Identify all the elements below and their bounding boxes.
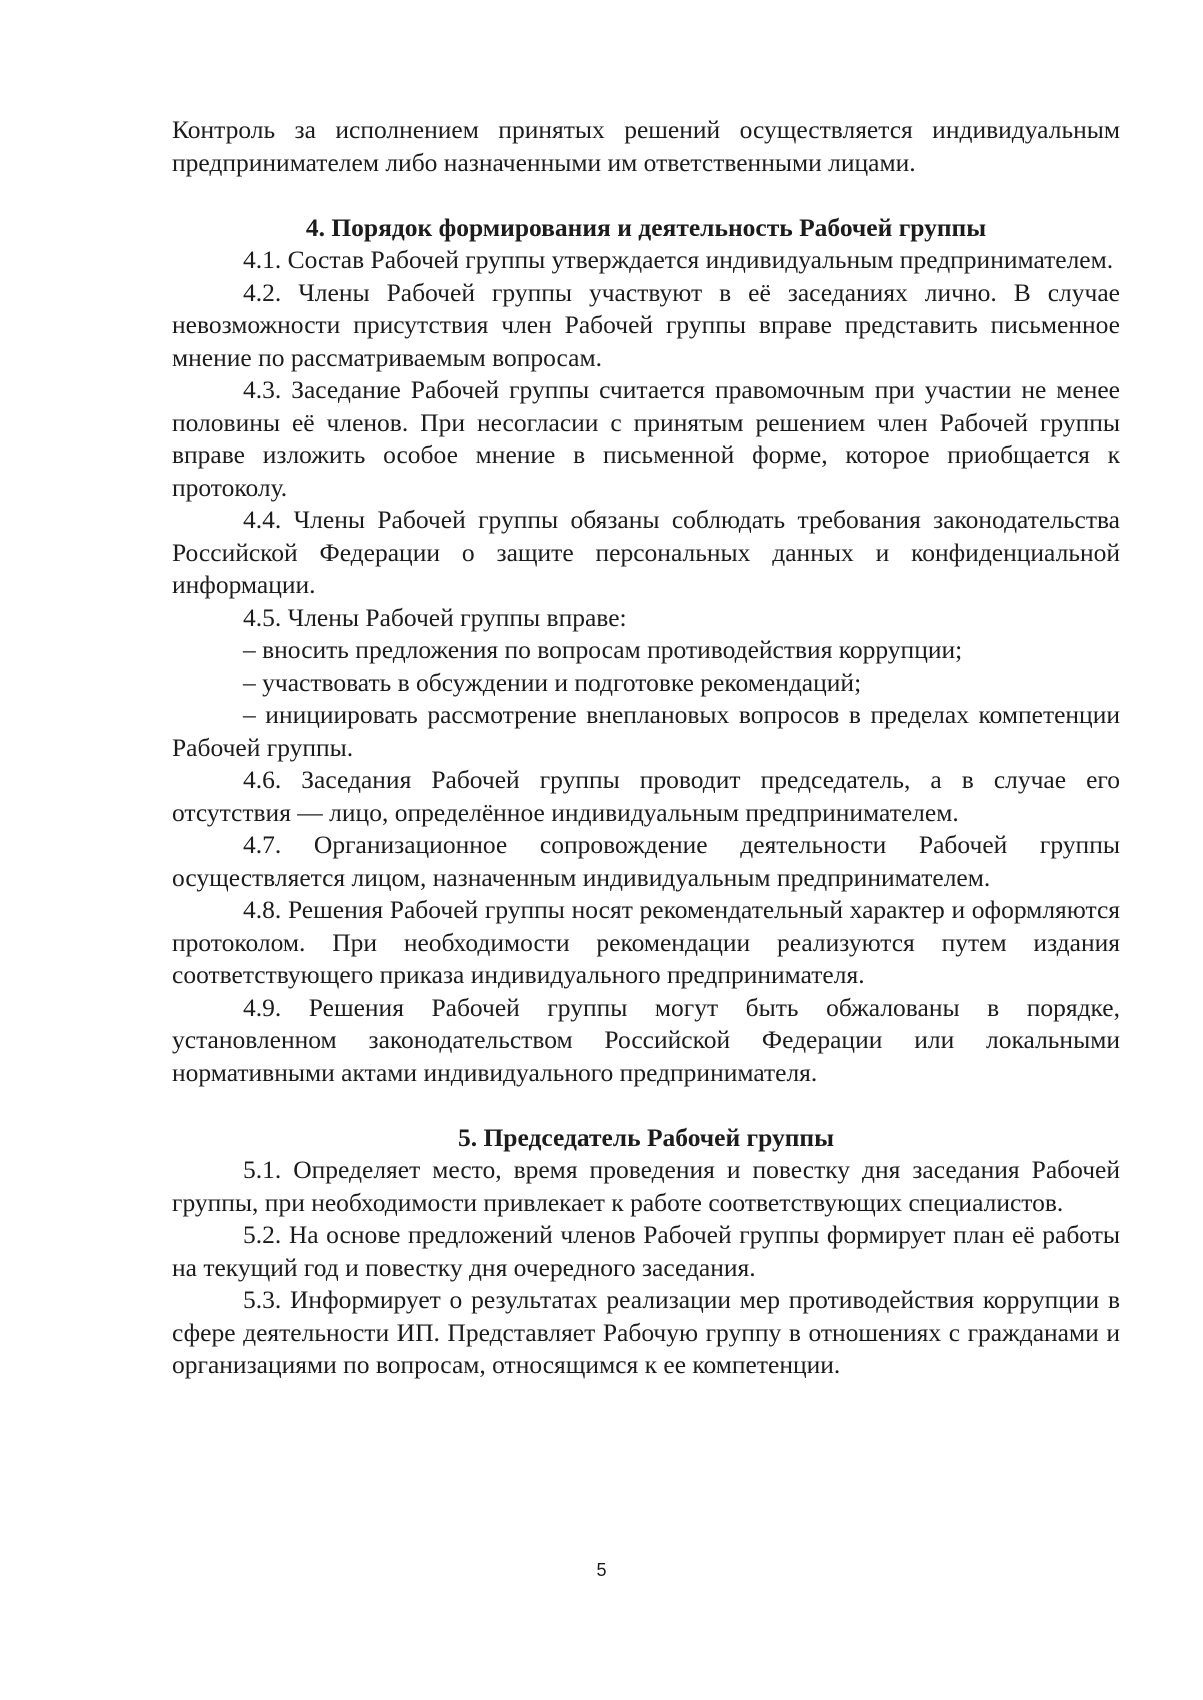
paragraph-5-1: 5.1. Определяет место, время проведения и повестку дня заседания Рабочей группы, при необходимости привлекает к работе соответствующих специалистов. <box>172 1155 1120 1217</box>
paragraph-4-9: 4.9. Решения Рабочей группы могут быть обжалованы в порядке, установленном законодательством Российской Федерации или локальными нормативными актами индивидуального предпринимателя. <box>172 992 1120 1087</box>
list-item-4-5-3: – инициировать рассмотрение внеплановых вопросов в пределах компетенции Рабочей группы. <box>172 700 1120 762</box>
paragraph-4-1: 4.1. Состав Рабочей группы утверждается индивидуальным предпринимателем. <box>243 245 1114 274</box>
paragraph-4-4: 4.4. Члены Рабочей группы обязаны соблюдать требования законодательства Российской Федерации о защите персональных данных и конфиденциальной информации. <box>172 505 1120 599</box>
list-item-4-5-2: – участвовать в обсуждении и подготовке рекомендаций; <box>243 667 862 697</box>
section-4-heading: 4. Порядок формирования и деятельность Рабочей группы <box>305 212 987 242</box>
paragraph-4-5: 4.5. Члены Рабочей группы вправе: <box>243 602 627 632</box>
intro-paragraph: Контроль за исполнением принятых решений осуществляется индивидуальным предпринимателем либо назначенными им ответственными лицами. <box>172 115 1120 177</box>
paragraph-4-7: 4.7. Организационное сопровождение деятельности Рабочей группы осуществляется лицом, назначенным индивидуальным предпринимателем. <box>172 830 1120 892</box>
paragraph-4-2: 4.2. Члены Рабочей группы участвуют в её заседаниях лично. В случае невозможности присутствия член Рабочей группы вправе представить письменное мнение по рассматриваемым вопросам. <box>172 277 1120 372</box>
paragraph-5-3: 5.3. Информирует о результатах реализации мер противодействия коррупции в сфере деятельности ИП. Представляет Рабочую группу в отношениях с гражданами и организациями по вопросам, относящимся к ее компетенции. <box>172 1285 1120 1379</box>
paragraph-4-8: 4.8. Решения Рабочей группы носят рекомендательный характер и оформляются протоколом. При необходимости рекомендации реализуются путем издания соответствующего приказа индивидуального предпринимателя. <box>172 895 1120 989</box>
page-body <box>172 114 1120 1382</box>
page-number: 5 <box>596 1560 607 1580</box>
section-5-heading: 5. Председатель Рабочей группы <box>457 1122 835 1152</box>
list-item-4-5-1: – вносить предложения по вопросам противодействия коррупции; <box>243 635 963 664</box>
paragraph-5-2: 5.2. На основе предложений членов Рабочей группы формирует план её работы на текущий год и повестку дня очередного заседания. <box>172 1220 1120 1282</box>
paragraph-4-3: 4.3. Заседание Рабочей группы считается правомочным при участии не менее половины её членов. При несогласии с принятым решением член Рабочей группы вправе изложить особое мнение в письменной форме, которое приобщается к протоколу. <box>172 375 1120 502</box>
paragraph-4-6: 4.6. Заседания Рабочей группы проводит председатель, а в случае его отсутствия — лицо, определённое индивидуальным предпринимателем. <box>172 765 1120 827</box>
